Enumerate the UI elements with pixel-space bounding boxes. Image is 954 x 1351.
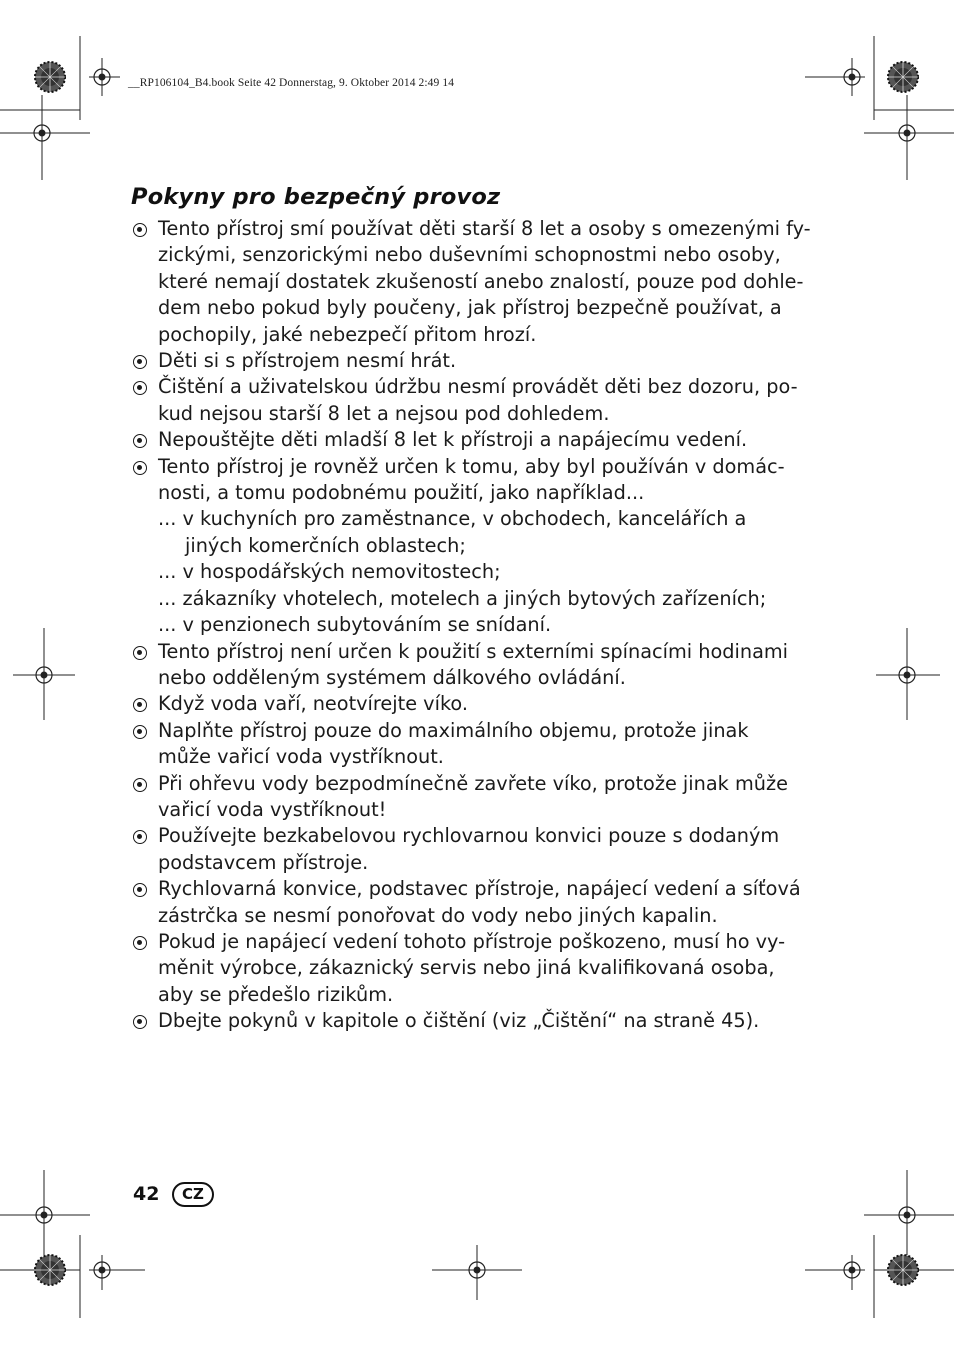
circled-dot-bullet-icon — [133, 936, 147, 950]
circled-dot-bullet-icon — [133, 223, 147, 237]
item-text-line: aby se předešlo rizikům. — [158, 982, 394, 1006]
sub-item-text-line: ... zákazníky vhotelech, motelech a jiných bytových zařízeních; — [158, 586, 767, 610]
item-text-line: zickými, senzorickými nebo duševními schopnostmi nebo osoby, — [158, 243, 781, 267]
list-item — [131, 454, 811, 639]
item-text-line: měnit výrobce, zákaznický servis nebo jiná kvalifikovaná osoba, — [158, 956, 775, 980]
item-text-line: Tento přístroj je rovněž určen k tomu, aby byl používán v domác- — [158, 454, 785, 478]
sub-item-text-line: jiných komerčních oblastech; — [185, 533, 466, 557]
item-text-line: které nemají dostatek zkušeností anebo znalostí, pouze pod dohle- — [158, 269, 804, 293]
item-text-line: Tento přístroj smí používat děti starší 8 let a osoby s omezenými fy- — [158, 217, 811, 240]
list-item — [131, 823, 811, 876]
page-number: 42 — [133, 1183, 160, 1205]
list-item — [131, 348, 811, 374]
list-item — [131, 639, 811, 692]
list-item — [131, 718, 811, 771]
item-text-line: Rychlovarná konvice, podstavec přístroje, napájecí vedení a síťová — [158, 877, 801, 901]
item-text-line: Dbejte pokynů v kapitole o čištění (viz „Čištění“ na straně 45). — [158, 1009, 760, 1033]
item-text-line: pochopily, jaké nebezpečí přitom hrozí. — [158, 322, 537, 346]
circled-dot-bullet-icon — [133, 883, 147, 897]
item-text-line: vařicí voda vystříknout! — [158, 797, 387, 821]
item-text-line: Používejte bezkabelovou rychlovarnou konvici pouze s dodaným — [158, 824, 780, 848]
item-text-line: Při ohřevu vody bezpodmínečně zavřete víko, protože jinak může — [158, 771, 788, 795]
sub-item-text-line: ... v hospodářských nemovitostech; — [158, 560, 501, 584]
item-text-line: nebo odděleným systémem dálkového ovládání. — [158, 665, 626, 689]
item-text-line: Pokud je napájecí vedení tohoto přístroje poškozeno, musí ho vy- — [158, 929, 786, 953]
item-text-line: dem nebo pokud byly poučeny, jak přístroj bezpečně používat, a — [158, 296, 782, 320]
circled-dot-bullet-icon — [133, 461, 147, 475]
item-text-line: Nepouštějte děti mladší 8 let k přístroji a napájecímu vedení. — [158, 428, 748, 452]
item-text-line: Naplňte přístroj pouze do maximálního objemu, protože jinak — [158, 718, 749, 742]
print-header-slug: __RP106104_B4.book Seite 42 Donnerstag, 9. Oktober 2014 2:49 14 — [128, 77, 455, 89]
item-text-line: nosti, a tomu podobnému použití, jako například... — [158, 481, 645, 505]
item-text-line: Děti si s přístrojem nesmí hrát. — [158, 349, 457, 373]
circled-dot-bullet-icon — [133, 725, 147, 739]
list-item — [131, 1008, 811, 1034]
circled-dot-bullet-icon — [133, 355, 147, 369]
list-item — [131, 929, 811, 1008]
circled-dot-bullet-icon — [133, 434, 147, 448]
list-item — [131, 216, 811, 348]
sub-item-text-line: ... v kuchyních pro zaměstnance, v obchodech, kancelářích a — [158, 507, 747, 531]
item-text-line: Když voda vaří, neotvírejte víko. — [158, 692, 469, 716]
list-item — [131, 771, 811, 824]
item-text-line: Čištění a uživatelskou údržbu nesmí provádět děti bez dozoru, po- — [158, 375, 798, 399]
item-text-line: zástrčka se nesmí ponořovat do vody nebo jiných kapalin. — [158, 903, 718, 927]
list-item — [131, 427, 811, 453]
list-item — [131, 876, 811, 929]
sub-item-text-line: ... v penzionech subytováním se snídaní. — [158, 613, 552, 637]
circled-dot-bullet-icon — [133, 1015, 147, 1029]
circled-dot-bullet-icon — [133, 646, 147, 660]
circled-dot-bullet-icon — [133, 698, 147, 712]
item-text-line: podstavcem přístroje. — [158, 850, 369, 874]
item-text-line: Tento přístroj není určen k použití s externími spínacími hodinami — [158, 639, 789, 663]
circled-dot-bullet-icon — [133, 381, 147, 395]
item-text-line: může vařicí voda vystříknout. — [158, 745, 444, 769]
item-text-line: kud nejsou starší 8 let a nejsou pod dohledem. — [158, 401, 610, 425]
section-title: Pokyny pro bezpečný provoz — [131, 184, 501, 210]
list-item — [131, 374, 811, 427]
circled-dot-bullet-icon — [133, 830, 147, 844]
list-item — [131, 691, 811, 717]
safety-instructions-list — [131, 216, 811, 1035]
circled-dot-bullet-icon — [133, 778, 147, 792]
language-badge: CZ — [172, 1182, 214, 1207]
